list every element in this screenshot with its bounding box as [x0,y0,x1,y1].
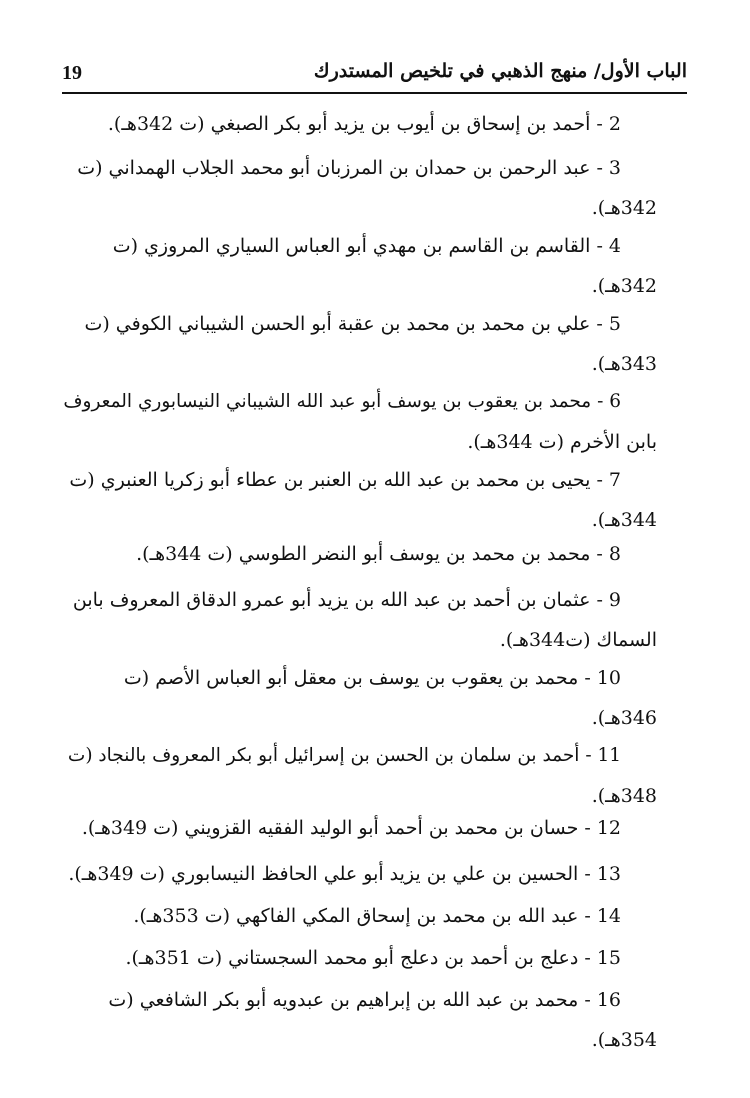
entry-continuation: 343هـ). [591,353,657,375]
list-item [62,938,687,978]
entry-line: 8 - محمد بن محمد بن يوسف أبو النضر الطوسي (ت 344هـ). [136,543,621,565]
list-item [62,580,687,660]
list-item [62,854,687,894]
entry-line: 13 - الحسين بن علي بن يزيد أبو علي الحافظ النيسابوري (ت 349هـ). [68,863,621,885]
list-item [62,148,687,228]
entry-continuation: بابن الأخرم (ت 344هـ). [467,431,657,453]
entry-continuation: 346هـ). [591,707,657,729]
entry-line: 10 - محمد بن يعقوب بن يوسف بن معقل أبو العباس الأصم (ت [123,667,621,689]
entry-line: 4 - القاسم بن القاسم بن مهدي أبو العباس السياري المروزي (ت [112,235,621,257]
entry-continuation: 354هـ). [591,1029,657,1051]
list-item [62,808,687,848]
entry-line: 2 - أحمد بن إسحاق بن أيوب بن يزيد أبو بكر الصبغي (ت 342هـ). [107,113,621,135]
entry-line: 12 - حسان بن محمد بن أحمد أبو الوليد الفقيه القزويني (ت 349هـ). [81,817,621,839]
entry-line: 15 - دعلج بن أحمد بن دعلج أبو محمد السجستاني (ت 351هـ). [125,947,621,969]
entry-line: 16 - محمد بن عبد الله بن إبراهيم بن عبدويه أبو بكر الشافعي (ت [108,989,621,1011]
entry-continuation: 348هـ). [591,785,657,807]
entry-line: 11 - أحمد بن سلمان بن الحسن بن إسرائيل أبو بكر المعروف بالنجاد (ت [67,745,621,766]
list-item [62,980,687,1060]
running-title: الباب الأول/ منهج الذهبي في تلخيص المستدرك [313,60,687,82]
entry-continuation: 344هـ). [591,509,657,531]
list-item [62,104,687,144]
entry-line: 6 - محمد بن يعقوب بن يوسف أبو عبد الله الشيباني النيسابوري المعروف [63,391,621,412]
entry-line: 14 - عبد الله بن محمد بن إسحاق المكي الفاكهي (ت 353هـ). [133,905,621,927]
list-item [62,460,687,540]
list-item [62,382,687,462]
page-header [62,56,687,94]
list-item [62,896,687,936]
list-item [62,736,687,816]
list-item [62,658,687,738]
page-number: 19 [62,62,82,84]
list-item [62,534,687,574]
entry-continuation: 342هـ). [591,197,657,219]
entry-continuation: 342هـ). [591,275,657,297]
entry-line: 9 - عثمان بن أحمد بن عبد الله بن يزيد أبو عمرو الدقاق المعروف بابن [72,589,621,611]
entry-line: 5 - علي بن محمد بن محمد بن عقبة أبو الحسن الشيباني الكوفي (ت [84,313,621,335]
list-item [62,304,687,384]
entry-continuation: السماك (ت344هـ). [499,629,657,651]
list-item [62,226,687,306]
entry-line: 3 - عبد الرحمن بن حمدان بن المرزبان أبو محمد الجلاب الهمداني (ت [77,157,621,179]
entry-line: 7 - يحيى بن محمد بن عبد الله بن العنبر بن عطاء أبو زكريا العنبري (ت [69,469,621,491]
